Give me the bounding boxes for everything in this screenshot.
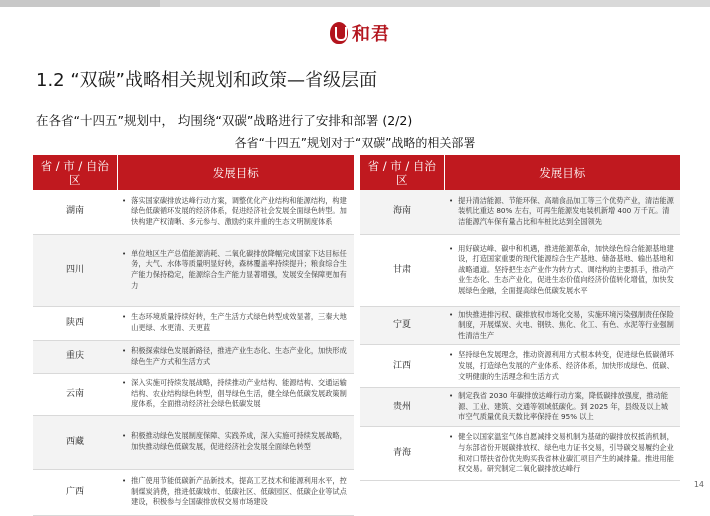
table-row	[360, 427, 680, 481]
page-number: 14	[693, 480, 704, 489]
goal-cell	[444, 388, 680, 427]
goal-cell	[117, 415, 354, 469]
bullet-icon: •	[449, 244, 454, 253]
right-table-header	[360, 155, 680, 190]
bullet-icon: •	[449, 196, 454, 205]
left-table	[33, 155, 354, 516]
province-column-header: 省 / 市 / 自治区	[33, 155, 117, 190]
province-cell: 贵州	[360, 388, 444, 427]
province-cell: 甘肃	[360, 234, 444, 306]
table-row	[33, 415, 354, 469]
table-title: 各省“十四五”规划对于“双碳”战略的相关部署	[234, 136, 476, 150]
brand-logo	[330, 20, 390, 46]
goal-text: 提升清洁能源、节能环保、高端食品加工等三个优势产业，清洁能源装机比重达 80% 左右，可再生能源发电装机新增 400 万千瓦。清洁能源汽车保有量占比和车桩比达到全国领先	[458, 195, 674, 227]
bullet-icon: •	[122, 249, 127, 258]
goal-text: 推广使用节能低碳新产品新技术，提高工艺技术和能源利用水平，控制煤炭消费，推进低碳城市、低碳社区、低碳园区、低碳企业等试点建设，积极参与全国碳排放权交易市场建设	[131, 476, 347, 507]
goal-cell	[444, 190, 680, 234]
goal-text: 单位地区生产总值能源消耗、二氧化碳排放降幅完成国家下达目标任务，大气、水体等质量明显好转，森林覆盖率持续提升；粮食综合生产能力保持稳定，能源综合生产能力显著增强，发展安全保障更加有力	[131, 248, 347, 290]
province-cell: 重庆	[33, 340, 117, 373]
brand-logo-mark-icon	[330, 22, 348, 44]
province-cell: 四川	[33, 234, 117, 306]
province-cell: 云南	[33, 373, 117, 415]
goal-cell	[117, 469, 354, 515]
province-cell: 江西	[360, 345, 444, 388]
province-cell: 西藏	[33, 415, 117, 469]
bullet-icon: •	[122, 432, 127, 441]
goal-text: 生态环境质量持续好转，生产生活方式绿色转型成效显著，三秦大地山更绿、水更清、天更蓝	[131, 312, 347, 332]
table-row	[33, 469, 354, 515]
bullet-icon: •	[122, 346, 127, 355]
province-column-header: 省 / 市 / 自治区	[360, 155, 444, 190]
bullet-icon: •	[449, 433, 454, 442]
goal-cell	[444, 427, 680, 481]
page-title: 1.2 “双碳”战略相关规划和政策—省级层面	[36, 70, 377, 91]
goal-cell	[117, 234, 354, 306]
bullet-icon: •	[122, 477, 127, 486]
goal-text: 积极推动绿色发展制度保障、实践养成，深入实施可持续发展战略，加快推动绿色低碳发展，促进经济社会发展全面绿色转型	[131, 431, 347, 451]
goal-text: 落实国家碳排放达峰行动方案，调整优化产业结构和能源结构，构建绿色低碳循环发展的经济体系，促进经济社会发展全面绿色转型。加快构建产权清晰、多元参与、激励约束并重的生态文明制度体系	[131, 195, 347, 227]
bullet-icon: •	[449, 351, 454, 360]
goal-text: 制定我省 2030 年碳排放达峰行动方案，降低碳排放强度，推动能源、工业、建筑、交通等领域低碳化。到 2025 年，县级及以上城市空气质量优良天数比率保持在 95% 以上	[458, 391, 668, 422]
bullet-icon: •	[122, 313, 127, 322]
goal-cell	[117, 373, 354, 415]
goal-text: 深入实施可持续发展战略，持续推动产业结构、能源结构、交通运输结构、农业结构绿色转型，倡导绿色生活，健全绿色低碳发展政策制度体系，全面推动经济社会绿色低碳发展	[131, 378, 347, 409]
top-rule	[0, 0, 710, 7]
goal-text: 健全以国家温室气体自愿减排交易机制为基础的碳排放权抵消机制，与东部省份开展碳排放权、绿色电力证书交易，引导碳交易履约企业和对口帮扶省份优先购买我省林业碳汇项目产生的减排量。推进用能权交易。研究制定二氧化碳排放达峰行	[458, 432, 674, 474]
table-row	[360, 388, 680, 427]
goal-cell	[444, 306, 680, 345]
table-row	[360, 306, 680, 345]
left-table-header	[33, 155, 354, 190]
table-row	[33, 340, 354, 373]
table-row	[33, 373, 354, 415]
province-cell: 湖南	[33, 190, 117, 234]
goal-text: 积极探索绿色发展新路径，推进产业生态化、生态产业化，加快形成绿色生产方式和生活方式	[131, 345, 347, 366]
goal-cell	[444, 234, 680, 306]
table-row	[360, 190, 680, 234]
goal-column-header: 发展目标	[117, 155, 354, 190]
goal-column-header: 发展目标	[444, 155, 680, 190]
table-row	[33, 306, 354, 340]
table-row	[33, 190, 354, 234]
bullet-icon: •	[449, 392, 454, 401]
bullet-icon: •	[122, 379, 127, 388]
bullet-icon: •	[449, 310, 454, 319]
table-row	[360, 234, 680, 306]
goal-text: 加快推进排污权、碳排放权市场化交易，实施环境污染强制责任保险制度，开展煤炭、火电、钢铁、焦化、化工、有色、水泥等行业强制性清洁生产	[458, 309, 674, 340]
goal-text: 坚持绿色发展理念，推动资源利用方式根本转变，促进绿色低碳循环发展，打造绿色发展的产业体系、经济体系，加快形成绿色、低碳、文明健康的生活理念和生活方式	[458, 350, 674, 381]
goal-cell	[117, 306, 354, 340]
top-rule-accent	[0, 0, 160, 7]
bullet-icon: •	[122, 196, 127, 205]
goal-text: 用好碳达峰、碳中和机遇，推进能源革命，加快绿色综合能源基地建设，打造国家重要的现代能源综合生产基地、储备基地、输出基地和战略通道。坚持把生态产业作为转方式、调结构的主要抓手，推动产业生态化、生态产业化，促进生态价值向经济价值转化增值，加快发展绿色金融，全面提高绿色低碳发展水平	[458, 243, 674, 295]
goal-cell	[117, 190, 354, 234]
table-row	[33, 234, 354, 306]
goal-cell	[444, 345, 680, 388]
right-table	[360, 155, 680, 481]
table-row	[360, 345, 680, 388]
province-cell: 海南	[360, 190, 444, 234]
province-cell: 广西	[33, 469, 117, 515]
province-cell: 陕西	[33, 306, 117, 340]
province-cell: 宁夏	[360, 306, 444, 345]
goal-cell	[117, 340, 354, 373]
brand-name: 和君	[352, 24, 390, 45]
page-subtitle: 在各省“十四五”规划中， 均围绕“双碳”战略进行了安排和部署 (2/2)	[36, 113, 413, 128]
province-cell: 青海	[360, 427, 444, 481]
